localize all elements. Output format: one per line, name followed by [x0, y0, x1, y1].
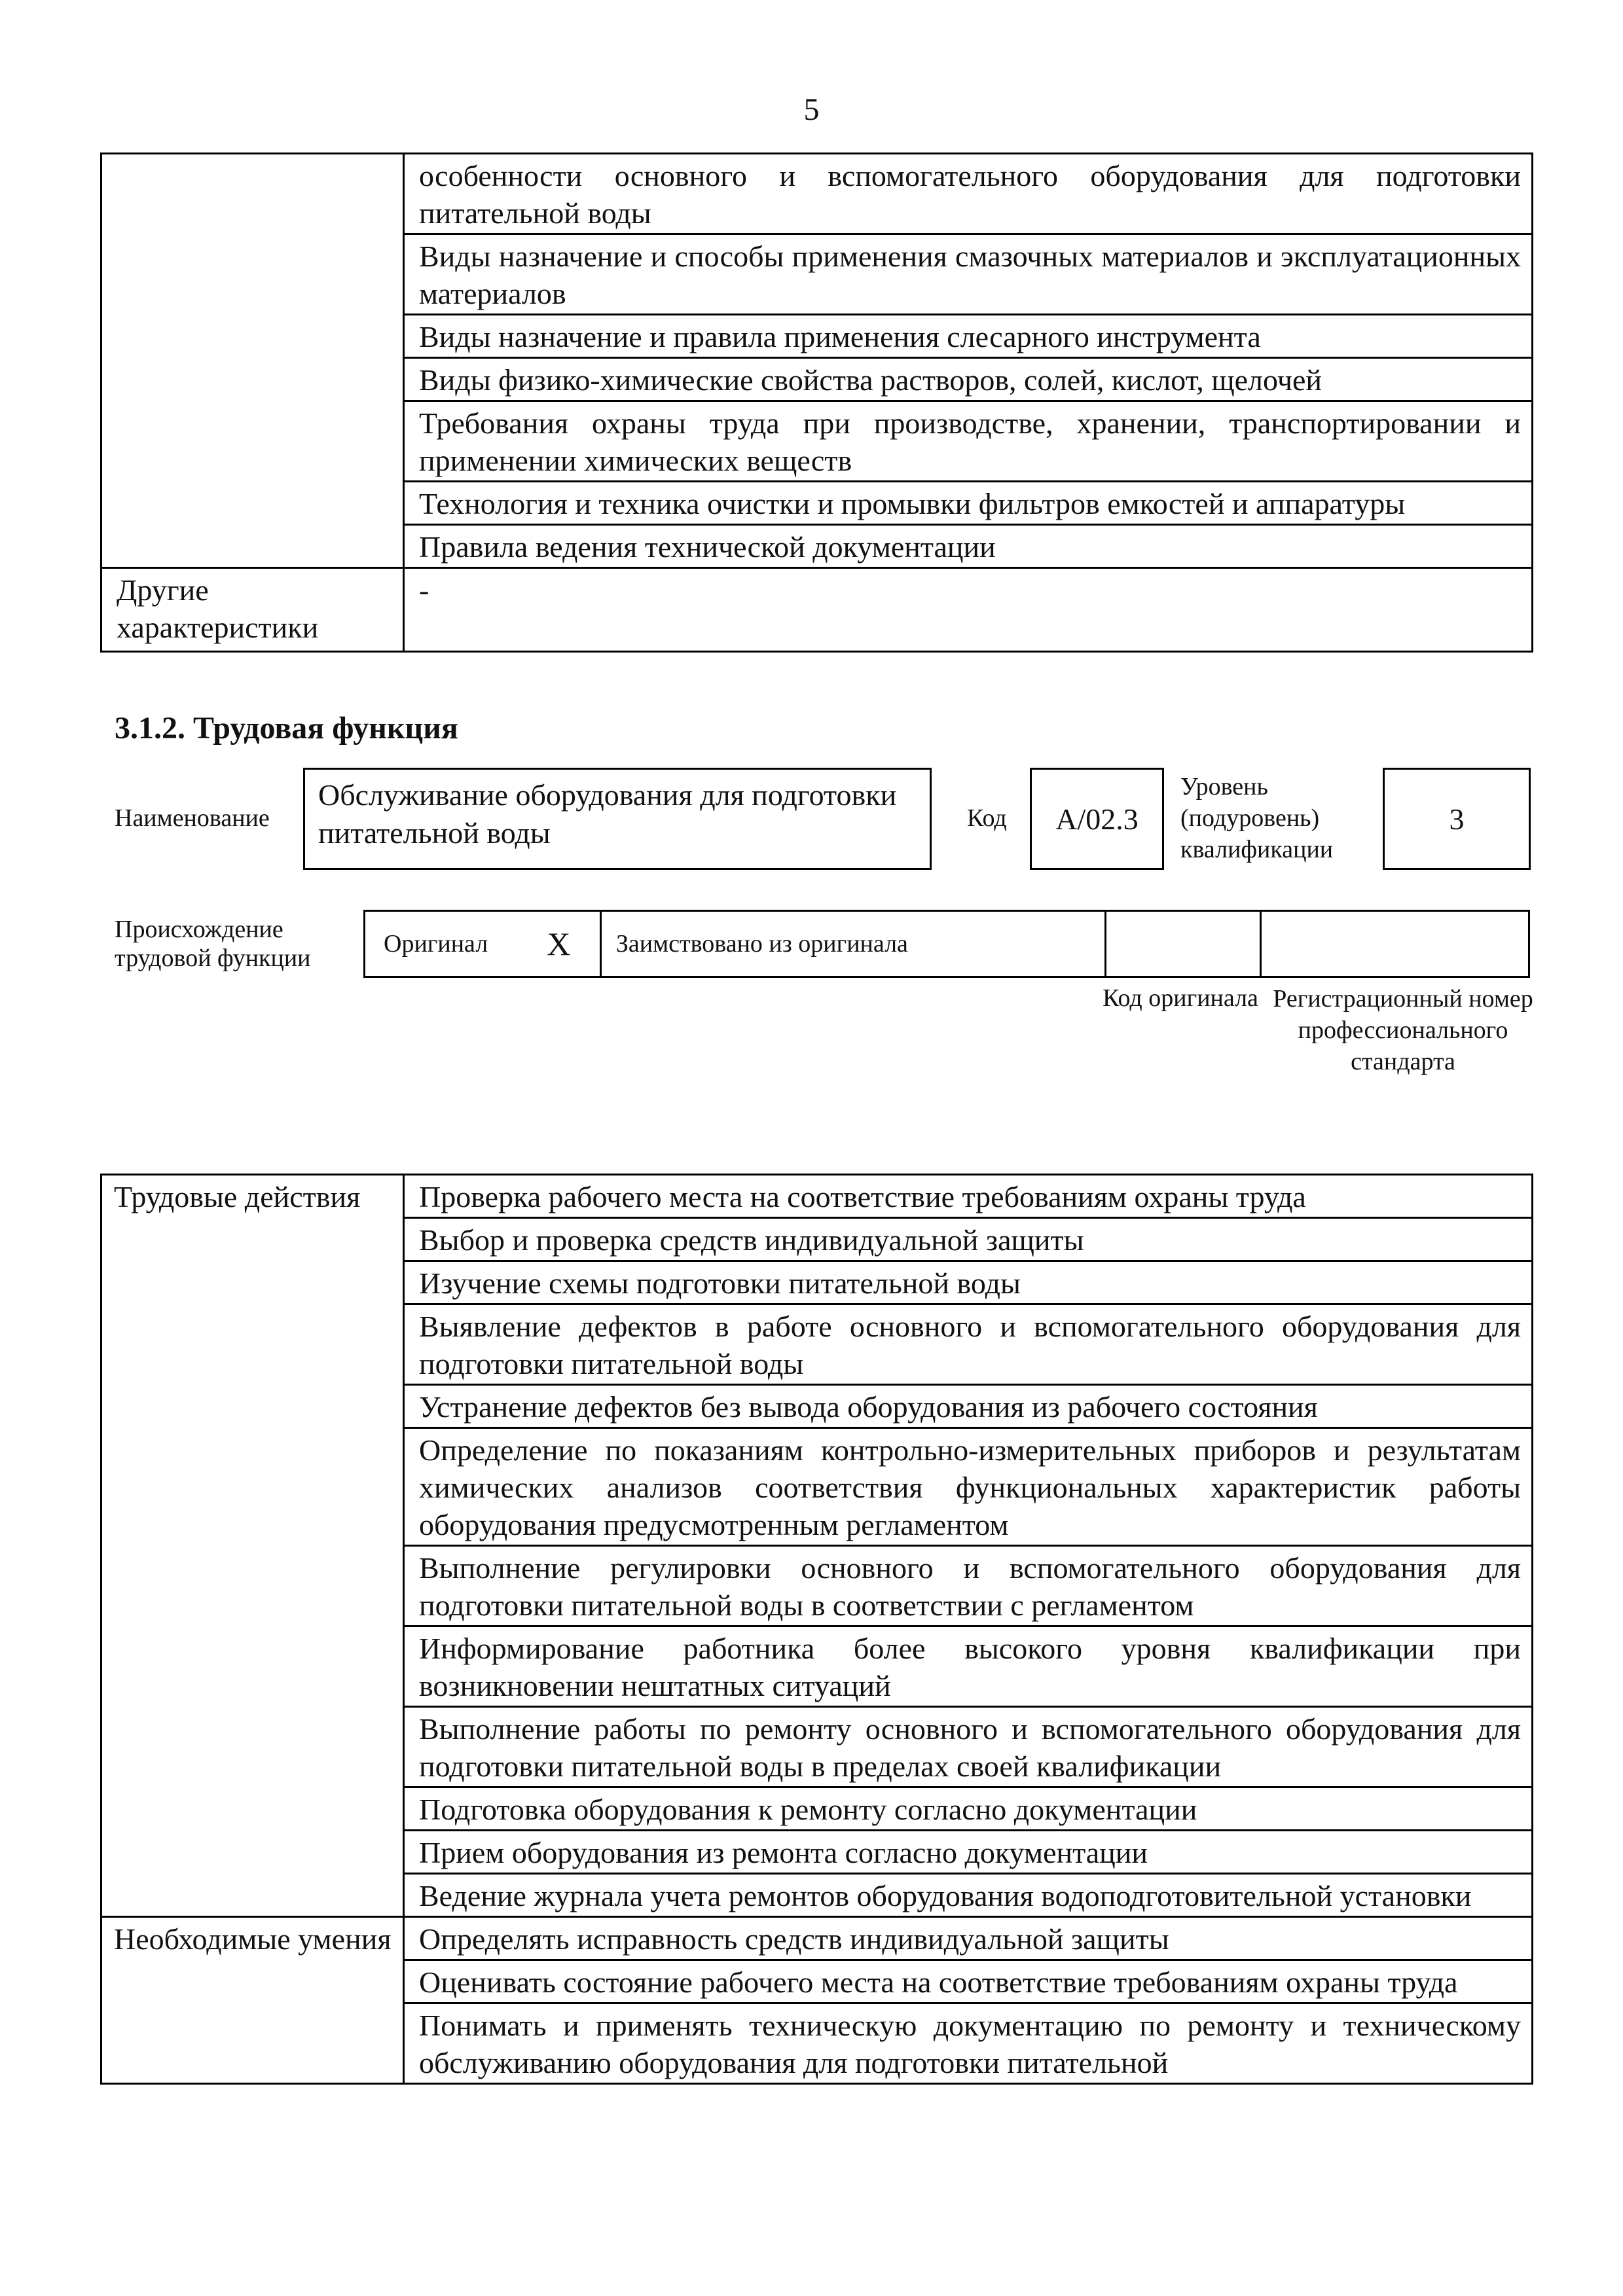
code-label: Код: [967, 804, 1007, 832]
labor-action-2: Выбор и проверка средств индивидуальной защиты: [404, 1218, 1533, 1261]
origin-registration-caption: Регистрационный номер профессионального стандарта: [1273, 985, 1533, 1075]
labor-action-5: Устранение дефектов без вывода оборудования из рабочего состояния: [404, 1385, 1533, 1428]
labor-actions-table: [100, 1174, 1533, 2085]
table-row: [101, 154, 1533, 234]
knowledge-table: [100, 152, 1533, 653]
code-value-box: A/02.3: [1030, 768, 1164, 870]
table-row: [101, 1917, 1533, 1960]
labor-action-3: Изучение схемы подготовки питательной воды: [404, 1261, 1533, 1304]
origin-borrowed-cell: Заимствовано из оригинала: [602, 912, 1106, 976]
table-row: [101, 1175, 1533, 1218]
knowledge-item-5: Требования охраны труда при производстве, хранении, транспортировании и применении химических веществ: [404, 401, 1533, 482]
origin-code-cell: [1106, 912, 1262, 976]
labor-action-9: Выполнение работы по ремонту основного и вспомогательного оборудования для подготовки питательной воды в пределах своей квалификации: [404, 1707, 1533, 1787]
origin-original-cell: [365, 912, 602, 976]
labor-action-7: Выполнение регулировки основного и вспомогательного оборудования для подготовки питательной воды в соответствии с регламентом: [404, 1546, 1533, 1626]
origin-registration-cell: [1262, 912, 1528, 976]
other-characteristics-value: -: [404, 568, 1533, 652]
knowledge-item-6: Технология и техника очистки и промывки фильтров емкостей и аппаратуры: [404, 482, 1533, 525]
knowledge-item-3: Виды назначение и правила применения слесарного инструмента: [404, 315, 1533, 358]
knowledge-item-7: Правила ведения технической документации: [404, 525, 1533, 568]
knowledge-side-cell: [101, 154, 404, 568]
knowledge-item-1: особенности основного и вспомогательного оборудования для подготовки питательной воды: [404, 154, 1533, 234]
section-heading: 3.1.2. Трудовая функция: [115, 711, 458, 745]
skill-1: Определять исправность средств индивидуальной защиты: [404, 1917, 1533, 1960]
function-name-box: Обслуживание оборудования для подготовки питательной воды: [303, 768, 932, 870]
skill-2: Оценивать состояние рабочего места на соответствие требованиям охраны труда: [404, 1960, 1533, 2003]
qualification-level-label: Уровень (подуровень) квалификации: [1180, 773, 1334, 863]
page-number: 5: [803, 92, 820, 127]
labor-action-1: Проверка рабочего места на соответствие требованиям охраны труда: [404, 1175, 1533, 1218]
labor-action-8: Информирование работника более высокого уровня квалификации при возникновении нештатных ситуаций: [404, 1626, 1533, 1707]
labor-action-4: Выявление дефектов в работе основного и вспомогательного оборудования для подготовки питательной воды: [404, 1304, 1533, 1385]
knowledge-item-2: Виды назначение и способы применения смазочных материалов и эксплуатационных материалов: [404, 234, 1533, 315]
labor-action-6: Определение по показаниям контрольно-измерительных приборов и результатам химических анализов соответствия функциональных характеристик работы оборудования предусмотренным регламентом: [404, 1428, 1533, 1546]
qualification-level-box: 3: [1383, 768, 1531, 870]
origin-code-caption: Код оригинала: [1103, 984, 1258, 1012]
labor-action-11: Прием оборудования из ремонта согласно документации: [404, 1831, 1533, 1874]
labor-action-12: Ведение журнала учета ремонтов оборудования водоподготовительной установки: [404, 1874, 1533, 1917]
origin-label: Происхождение трудовой функции: [115, 916, 311, 972]
origin-original-label: Оригинал: [384, 930, 488, 958]
origin-strip: [363, 910, 1530, 978]
skill-3: Понимать и применять техническую документацию по ремонту и техническому обслуживанию оборудования для подготовки питательной: [404, 2003, 1533, 2084]
labor-actions-label: Трудовые действия: [101, 1175, 404, 1917]
other-characteristics-label: Другие характеристики: [101, 568, 404, 652]
knowledge-item-4: Виды физико-химические свойства растворов, солей, кислот, щелочей: [404, 358, 1533, 401]
table-row: [101, 568, 1533, 652]
labor-action-10: Подготовка оборудования к ремонту согласно документации: [404, 1787, 1533, 1831]
required-skills-label: Необходимые умения: [101, 1917, 404, 2084]
name-label: Наименование: [115, 804, 270, 832]
origin-x-mark: X: [547, 925, 571, 962]
